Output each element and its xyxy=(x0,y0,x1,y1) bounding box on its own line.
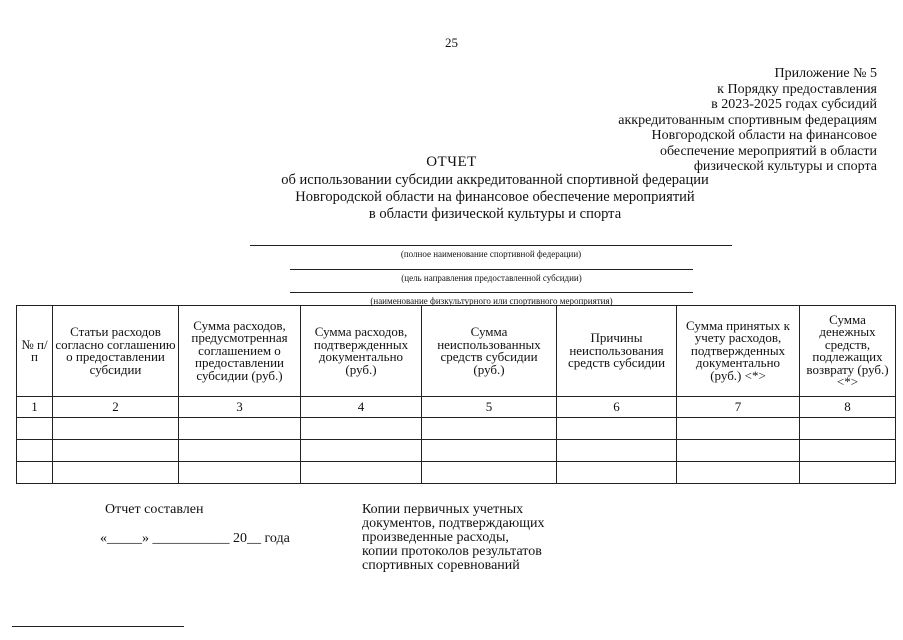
header-confirmed-amount: Сумма расходов, подтвержденных документально (руб.) xyxy=(301,306,422,397)
table-number-row xyxy=(17,397,896,418)
annex-line: физической культуры и спорта xyxy=(693,159,877,174)
table-cell xyxy=(53,462,179,484)
attachments-line: документов, подтверждающих xyxy=(362,516,545,531)
report-subtitle xyxy=(150,172,840,223)
event-caption: (наименование физкультурного или спортивного мероприятия) xyxy=(370,296,613,306)
column-number: 3 xyxy=(179,397,301,418)
column-number: 7 xyxy=(677,397,800,418)
header-agreed-amount: Сумма расходов, предусмотренная соглашением о предоставлении субсидии (руб.) xyxy=(179,306,301,397)
column-number: 2 xyxy=(53,397,179,418)
table-cell xyxy=(800,462,896,484)
report-table xyxy=(16,305,896,484)
table-cell xyxy=(557,462,677,484)
federation-caption: (полное наименование спортивной федерации) xyxy=(400,249,582,259)
table-cell xyxy=(422,418,557,440)
attachments-line: копии протоколов результатов xyxy=(362,544,542,559)
table-cell xyxy=(17,462,53,484)
annex-line: в 2023-2025 годах субсидий xyxy=(711,97,877,112)
table-header-row xyxy=(17,306,896,397)
attachments-line: спортивных соревнований xyxy=(362,558,520,573)
table-row xyxy=(17,440,896,462)
header-number: № п/п xyxy=(17,306,53,397)
table-cell xyxy=(17,440,53,462)
table-cell xyxy=(179,462,301,484)
event-fill-line xyxy=(290,292,693,293)
header-unused-reasons: Причины неиспользования средств субсидии xyxy=(557,306,677,397)
header-unused-amount: Сумма неиспользованных средств субсидии (руб.) xyxy=(422,306,557,397)
table-cell xyxy=(53,418,179,440)
table-cell xyxy=(800,440,896,462)
table-cell xyxy=(17,418,53,440)
header-accepted-amount: Сумма принятых к учету расходов, подтвержденных документально (руб.) <*> xyxy=(677,306,800,397)
purpose-fill-line xyxy=(290,269,693,270)
table-cell xyxy=(800,418,896,440)
annex-line: к Порядку предоставления xyxy=(717,81,877,97)
compiled-label: Отчет составлен xyxy=(105,502,204,517)
report-subtitle-line: Новгородской области на финансовое обеспечение мероприятий xyxy=(295,189,695,205)
report-title: ОТЧЕТ xyxy=(426,154,477,170)
attachments-line: Копии первичных учетных xyxy=(362,502,524,517)
header-refund-amount: Сумма денежных средств, подлежащих возврату (руб.) <*> xyxy=(800,306,896,397)
report-subtitle-line: в области физической культуры и спорта xyxy=(368,206,622,222)
attachments-note xyxy=(362,503,544,573)
table-cell xyxy=(422,440,557,462)
table-cell xyxy=(422,462,557,484)
column-number: 6 xyxy=(557,397,677,418)
footnote-divider xyxy=(12,626,184,627)
table-cell xyxy=(179,440,301,462)
page-number: 25 xyxy=(445,35,458,50)
date-line: «_____» ___________ 20__ года xyxy=(100,531,290,546)
header-expense-items: Статьи расходов согласно соглашению о предоставлении субсидии xyxy=(53,306,179,397)
table-cell xyxy=(677,418,800,440)
annex-line: Приложение № 5 xyxy=(774,66,877,81)
annex-line: Новгородской области на финансовое xyxy=(651,128,877,143)
table-cell xyxy=(301,440,422,462)
table-cell xyxy=(179,418,301,440)
table-cell xyxy=(677,440,800,462)
report-subtitle-line: об использовании субсидии аккредитованной спортивной федерации xyxy=(281,172,709,188)
purpose-caption: (цель направления предоставленной субсидии) xyxy=(401,273,582,283)
table-cell xyxy=(557,418,677,440)
table-cell xyxy=(301,462,422,484)
table-cell xyxy=(677,462,800,484)
column-number: 5 xyxy=(422,397,557,418)
annex-line: аккредитованным спортивным федерациям xyxy=(618,112,877,128)
column-number: 4 xyxy=(301,397,422,418)
annex-line: обеспечение мероприятий в области xyxy=(659,143,877,159)
table-row xyxy=(17,418,896,440)
table-cell xyxy=(301,418,422,440)
column-number: 8 xyxy=(800,397,896,418)
table-row xyxy=(17,462,896,484)
federation-fill-line xyxy=(250,245,732,246)
column-number: 1 xyxy=(17,397,53,418)
table-cell xyxy=(557,440,677,462)
table-cell xyxy=(53,440,179,462)
attachments-line: произведенные расходы, xyxy=(362,530,509,545)
